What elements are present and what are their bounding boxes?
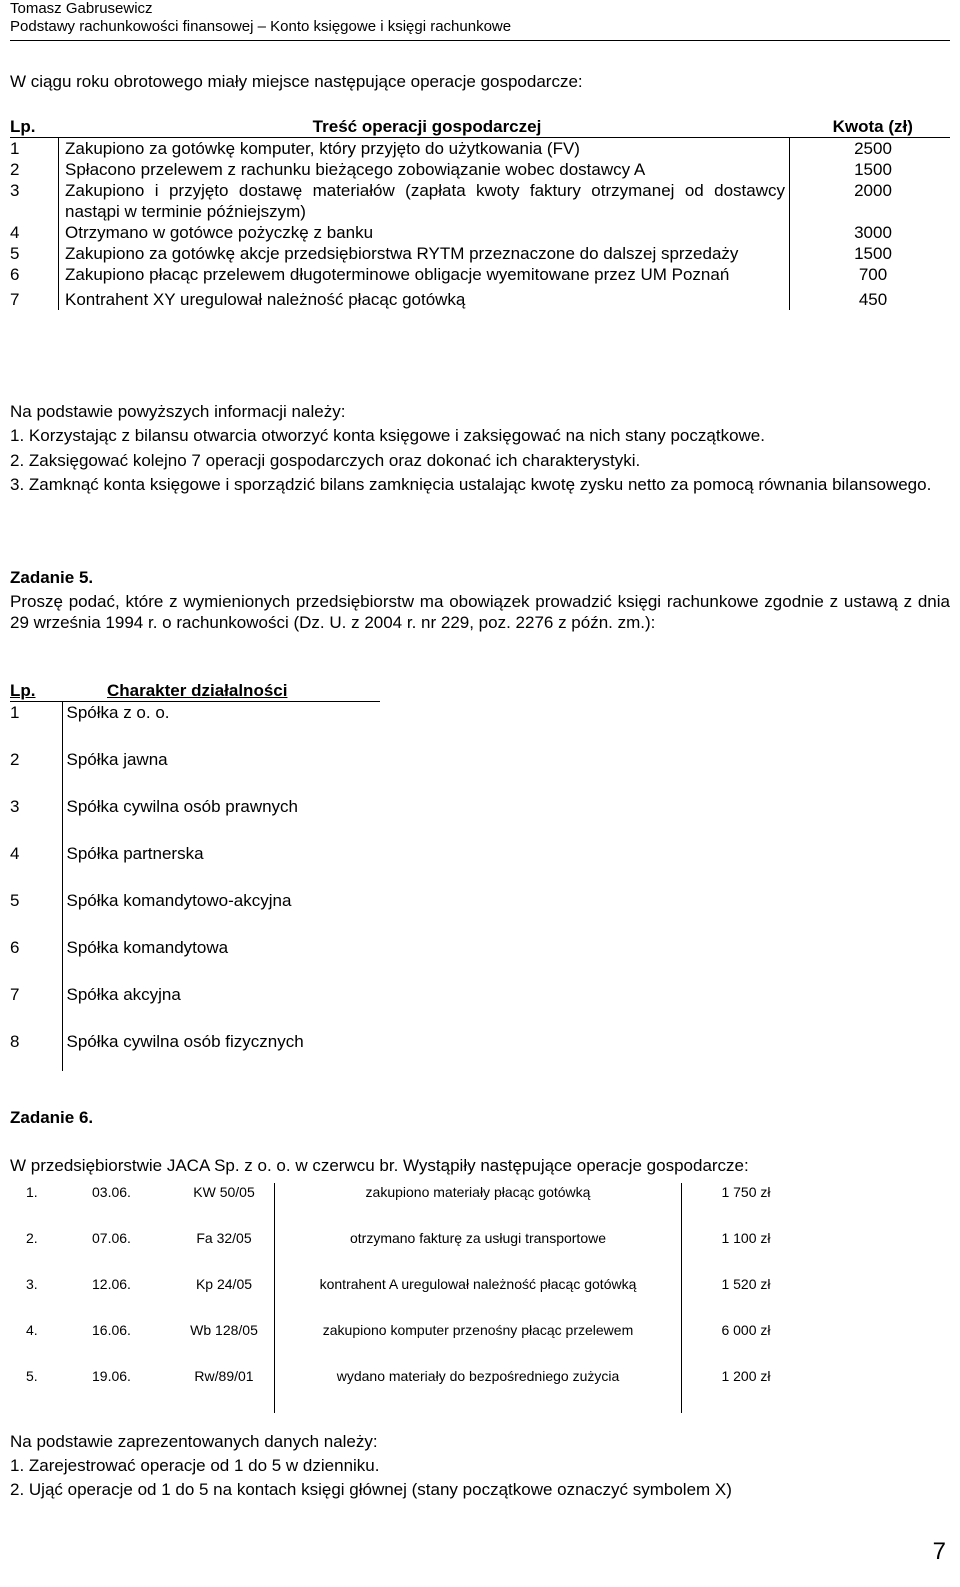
row-lp: 5: [10, 891, 20, 910]
row-lp: 3.: [26, 1276, 38, 1292]
row-text: Otrzymano w gotówce pożyczkę z banku: [59, 222, 790, 243]
row-lp: 1: [10, 138, 59, 160]
row-amount: 3000: [790, 222, 951, 243]
row-name: Spółka cywilna osób fizycznych: [62, 1031, 380, 1071]
row-text: Zakupiono za gotówkę komputer, który przyjęto do użytkowania (FV): [59, 138, 790, 160]
row-name: Spółka partnerska: [62, 843, 380, 890]
row-desc: otrzymano fakturę za usługi transportowe: [275, 1229, 682, 1275]
row-doc: Wb 128/05: [174, 1321, 275, 1367]
row-lp: 2: [10, 160, 20, 179]
table-row: [10, 796, 380, 843]
task6-item: 1. Zarejestrować operacje od 1 do 5 w dzienniku.: [10, 1456, 380, 1475]
operations-table: [10, 116, 950, 310]
table-row: [10, 159, 950, 180]
row-desc: wydano materiały do bezpośredniego zużycia: [275, 1367, 682, 1413]
instruction-item: 3. Zamknąć konta księgowe i sporządzić bilans zamknięcia ustalając kwotę zysku netto za pomocą równania bilansowego.: [10, 475, 932, 494]
row-date: 19.06.: [92, 1368, 131, 1384]
row-amount: 6 000 zł: [721, 1322, 771, 1338]
row-doc: Fa 32/05: [174, 1229, 275, 1275]
header-lp: Lp.: [10, 680, 62, 702]
page-number: 7: [932, 1538, 946, 1565]
table-row: [10, 264, 950, 285]
row-lp: 1: [10, 703, 20, 722]
row-lp: 1.: [26, 1184, 38, 1200]
task6-title: Zadanie 6.: [10, 1108, 94, 1127]
row-amount: 1 200 zł: [721, 1368, 771, 1384]
row-text: Zakupiono za gotówkę akcje przedsiębiorstwa RYTM przeznaczone do dalszej sprzedaży: [59, 243, 790, 264]
row-lp: 5: [10, 244, 20, 263]
row-lp: 4: [10, 844, 20, 863]
table-row: [20, 1229, 810, 1275]
table-row: [10, 749, 380, 796]
row-date: 16.06.: [92, 1322, 131, 1338]
table-row: [10, 243, 950, 264]
header-text: Treść operacji gospodarczej: [59, 116, 790, 138]
table-row: [20, 1321, 810, 1367]
table-row: [20, 1183, 810, 1229]
row-amount: 700: [790, 264, 951, 285]
table-row: [10, 285, 950, 310]
table-row: [10, 138, 950, 160]
header-lp: Lp.: [10, 116, 59, 138]
row-lp: 4.: [26, 1322, 38, 1338]
row-lp: 2: [10, 750, 20, 769]
firms-header-row: [10, 680, 380, 702]
row-name: Spółka z o. o.: [62, 702, 380, 750]
row-lp: 6: [10, 265, 20, 284]
row-lp: 3: [10, 181, 20, 200]
row-lp: 4: [10, 223, 20, 242]
row-doc: Kp 24/05: [174, 1275, 275, 1321]
row-date: 12.06.: [92, 1276, 131, 1292]
row-lp: 5.: [26, 1368, 38, 1384]
operations-header-row: [10, 116, 950, 138]
row-lp: 2.: [26, 1230, 38, 1246]
instruction-item: 2. Zaksięgować kolejno 7 operacji gospodarczych oraz dokonać ich charakterystyki.: [10, 451, 641, 470]
row-desc: zakupiono komputer przenośny płacąc przelewem: [275, 1321, 682, 1367]
row-name: Spółka akcyjna: [62, 984, 380, 1031]
row-date: 03.06.: [92, 1184, 131, 1200]
row-lp: 6: [10, 938, 20, 957]
row-amount: 1 520 zł: [721, 1276, 771, 1292]
table-row: [20, 1275, 810, 1321]
intro-text: W ciągu roku obrotowego miały miejsce następujące operacje gospodarcze:: [10, 72, 583, 91]
table-row: [10, 843, 380, 890]
row-amount: 2000: [790, 180, 951, 222]
row-text: Zakupiono i przyjęto dostawę materiałów (zapłata kwoty faktury otrzymanej od dostawcy nastąpi w terminie późniejszym): [59, 180, 790, 222]
header-author: Tomasz Gabrusewicz: [10, 0, 153, 17]
row-date: 07.06.: [92, 1230, 131, 1246]
row-amount: 1500: [790, 243, 951, 264]
task6-item: 2. Ująć operacje od 1 do 5 na kontach księgi głównej (stany początkowe oznaczyć symbolem X): [10, 1480, 732, 1499]
table-row: [20, 1367, 810, 1413]
row-lp: 7: [10, 985, 20, 1004]
header-rule: [10, 40, 950, 41]
table-row: [10, 937, 380, 984]
row-text: Zakupiono płacąc przelewem długoterminowe obligacje wyemitowane przez UM Poznań: [59, 264, 790, 285]
task5-text: Proszę podać, które z wymienionych przedsiębiorstw ma obowiązek prowadzić księgi rachunkowe zgodnie z ustawą z dnia 29 września 1994 r. o rachunkowości (Dz. U. z 2004 r. nr 229, poz. 2276 z późn. zm.):: [10, 592, 950, 632]
row-amount: 1500: [790, 159, 951, 180]
row-lp: 3: [10, 797, 20, 816]
header-amount: Kwota (zł): [790, 116, 951, 138]
table-row: [10, 890, 380, 937]
journal-table: [20, 1183, 810, 1413]
page-header: [10, 0, 511, 36]
task6-lead: Na podstawie zaprezentowanych danych należy:: [10, 1432, 378, 1451]
row-doc: KW 50/05: [174, 1183, 275, 1229]
firms-table: [10, 680, 380, 1071]
table-row: [10, 222, 950, 243]
row-amount: 1 100 zł: [721, 1230, 771, 1246]
row-name: Spółka komandytowo-akcyjna: [62, 890, 380, 937]
table-row: [10, 984, 380, 1031]
table-row: [10, 702, 380, 750]
header-title: Podstawy rachunkowości finansowej – Konto księgowe i księgi rachunkowe: [10, 18, 512, 35]
row-name: Spółka komandytowa: [62, 937, 380, 984]
row-name: Spółka cywilna osób prawnych: [62, 796, 380, 843]
header-activity: Charakter działalności: [62, 680, 380, 702]
row-amount: 1 750 zł: [721, 1184, 771, 1200]
row-desc: kontrahent A uregulował należność płacąc gotówką: [275, 1275, 682, 1321]
table-row: [10, 180, 950, 222]
row-amount: 2500: [790, 138, 951, 160]
task6-intro: W przedsiębiorstwie JACA Sp. z o. o. w czerwcu br. Wystąpiły następujące operacje gospodarcze:: [10, 1156, 749, 1175]
row-name: Spółka jawna: [62, 749, 380, 796]
row-amount: 450: [790, 285, 951, 310]
row-lp: 8: [10, 1032, 20, 1051]
instructions-lead: Na podstawie powyższych informacji należy:: [10, 402, 346, 421]
row-lp: 7: [10, 290, 20, 309]
row-desc: zakupiono materiały płacąc gotówką: [275, 1183, 682, 1229]
row-doc: Rw/89/01: [174, 1367, 275, 1413]
task5-title: Zadanie 5.: [10, 568, 94, 587]
row-text: Spłacono przelewem z rachunku bieżącego zobowiązanie wobec dostawcy A: [59, 159, 790, 180]
row-text: Kontrahent XY uregulował należność płacąc gotówką: [59, 285, 790, 310]
table-row: [10, 1031, 380, 1071]
instruction-item: 1. Korzystając z bilansu otwarcia otworzyć konta księgowe i zaksięgować na nich stany początkowe.: [10, 426, 765, 445]
